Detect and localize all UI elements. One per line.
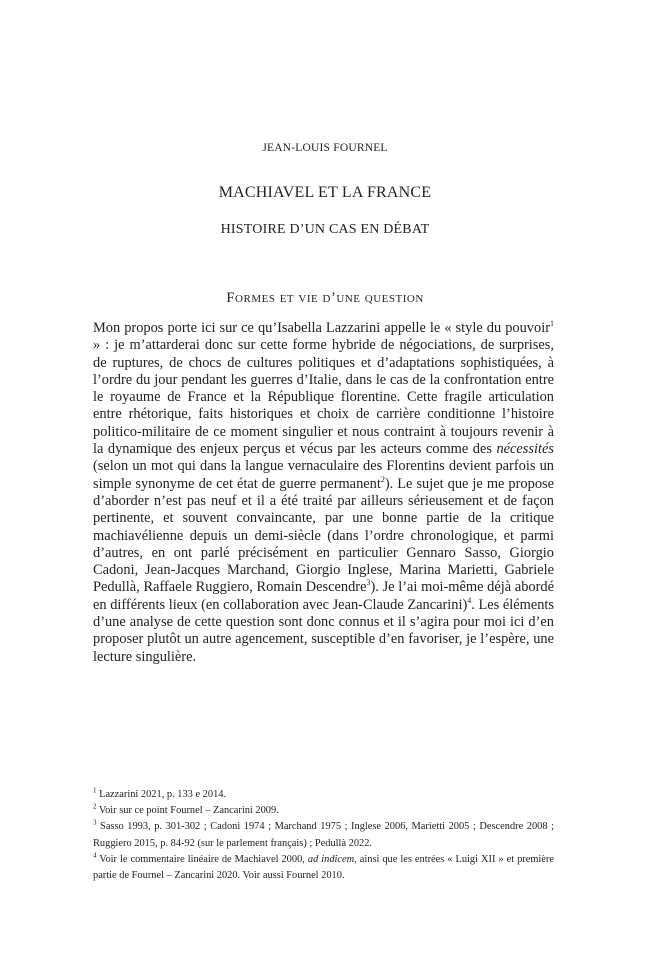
footnote-number: 3 [93,818,97,827]
footnote-ref-4[interactable]: 4 [467,595,472,605]
footnote-3 [93,819,554,851]
body-text-segment: Mon propos porte ici sur ce qu’Isabella Lazzarini appelle le « style du pouvoir [93,320,550,336]
footnote-text: , ainsi que les entrées « Luigi XII » et première partie de Fournel – Zancarini 2020. Voir aussi Fournel 2010. [93,853,554,882]
author-name: JEAN-LOUIS FOURNEL [262,142,388,154]
footnote-ref-1[interactable]: 1 [550,319,554,329]
section-heading: Formes et vie d’une question [226,290,424,306]
body-text-segment: ). Je l’ai moi-même déjà abordé en différents lieux (en collaboration avec Jean-Claude Zancarini) [93,579,554,613]
footnote-ref-3[interactable]: 3 [366,578,371,588]
body-text-segment: . Les éléments d’une analyse de cette question sont donc connus et il s’agira pour moi ici d’en proposer plutôt un autre agencement, susceptible d’en favoriser, je l’espère, une lecture singulière. [93,596,555,665]
article-title: MACHIAVEL ET LA FRANCE [218,184,432,201]
footnote-number: 1 [93,786,97,795]
footnote-number: 4 [93,851,97,860]
footnote-4 [93,852,554,884]
body-text-segment: (selon un mot qui dans la langue vernaculaire des Florentins devient parfois un simple synonyme de cet état de guerre permanent [93,458,554,492]
body-text-segment: ). Le sujet que je me propose d’aborder n’est pas neuf et il a été traité par ailleurs sérieusement et de façon pertinente, et souvent convaincante, par une bonne partie de la critique machiavélienne depuis un demi-siècle (dans l’ordre chronologique, et parmi d’autres, en ont parlé précisément en particulier Gennaro Sasso, Giorgio Cadoni, Jean-Jacques Marchand, Giorgio Inglese, Marina Marietti, Gabriele Pedullà, Raffaele Ruggiero, Romain Descendre [93,475,554,596]
article-subtitle: HISTOIRE D’UN CAS EN DÉBAT [220,222,430,237]
footnote-text: Lazzarini 2021, p. 133 e 2014. [96,789,227,800]
footnote-text: Voir sur ce point Fournel – Zancarini 2009. [96,805,279,817]
body-italic-term: nécessités [496,441,554,458]
footnote-italic-term: ad indicem [307,853,355,865]
body-text-segment: » : je m’attarderai donc sur cette forme hybride de négociations, de surprises, de ruptures, de chocs de cultures politiques et d’adaptations sophistiquées, à l’ordre du jour pendant les guerres d’Italie, dans le cas de la confrontation entre le royaume de France et la République florentine. Cette fragile articulation entre rhétorique, faits historiques et choix de carrière conditionne l’histoire politico-militaire de ce moment singulier et nous contraint à toujours revenir à la dynamique des enjeux perçus et vécus par les acteurs comme des [93,337,554,458]
footnote-text: Voir le commentaire linéaire de Machiavel 2000, [96,853,308,865]
footnote-number: 2 [93,802,97,811]
footnote-text: Sasso 1993, p. 301-302 ; Cadoni 1974 ; Marchand 1975 ; Inglese 2006, Marietti 2005 ; Descendre 2008 ; Ruggiero 2015, p. 84-92 (sur le parlement français) ; Pedullà 2022. [93,821,554,849]
paragraph [93,320,554,666]
footnote-ref-2[interactable]: 2 [380,474,385,484]
footnote-1 [93,787,554,803]
footnotes [93,787,554,884]
body-paragraph [93,320,554,666]
footnote-2 [93,803,554,819]
